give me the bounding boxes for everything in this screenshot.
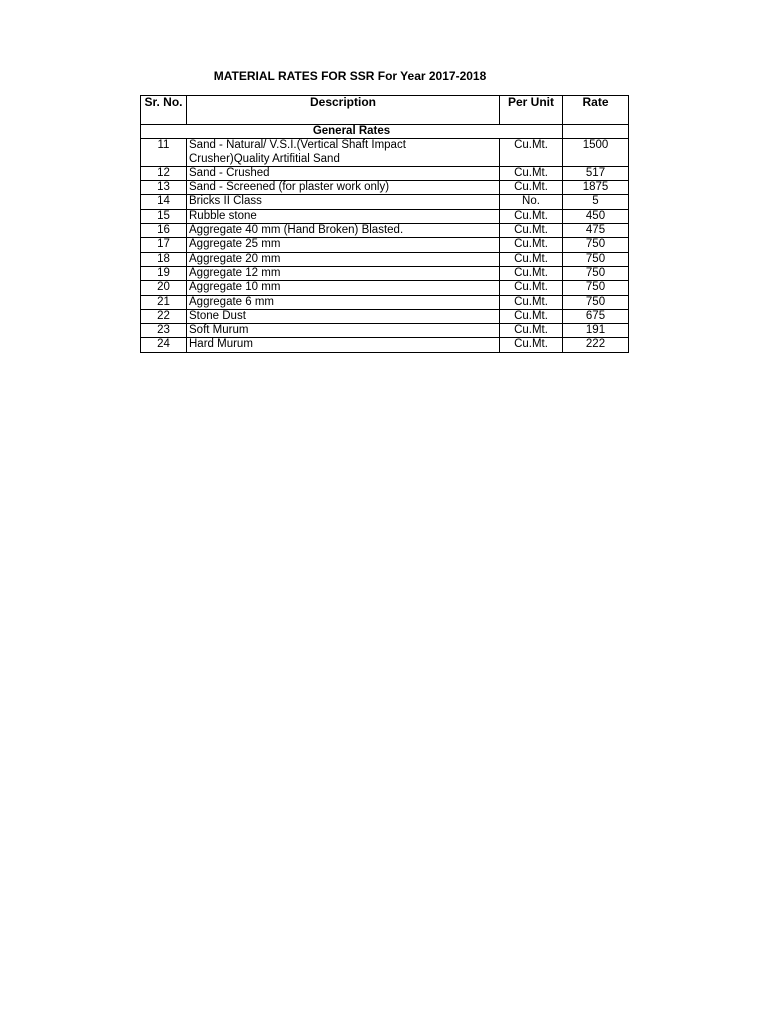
row-per-unit: Cu.Mt. xyxy=(500,252,563,266)
row-rate: 222 xyxy=(563,338,629,352)
page-title: MATERIAL RATES FOR SSR For Year 2017-2018 xyxy=(213,69,487,83)
table-row xyxy=(141,281,629,295)
row-rate: 750 xyxy=(563,238,629,252)
row-sr-no: 20 xyxy=(141,281,187,295)
row-description: Aggregate 10 mm xyxy=(187,281,500,295)
row-rate: 475 xyxy=(563,224,629,238)
row-sr-no: 21 xyxy=(141,295,187,309)
table-row xyxy=(141,139,629,167)
header-sr-no: Sr. No. xyxy=(141,96,187,125)
row-description: Sand - Crushed xyxy=(187,166,500,180)
row-description: Stone Dust xyxy=(187,309,500,323)
row-description: Sand - Screened (for plaster work only) xyxy=(187,181,500,195)
row-description: Bricks II Class xyxy=(187,195,500,209)
table-row xyxy=(141,309,629,323)
row-per-unit: Cu.Mt. xyxy=(500,181,563,195)
table-row xyxy=(141,181,629,195)
row-description xyxy=(187,139,500,167)
section-label: General Rates xyxy=(141,125,563,139)
row-per-unit: Cu.Mt. xyxy=(500,166,563,180)
row-sr-no: 24 xyxy=(141,338,187,352)
row-sr-no: 12 xyxy=(141,166,187,180)
row-description: Hard Murum xyxy=(187,338,500,352)
row-per-unit: Cu.Mt. xyxy=(500,224,563,238)
material-rates-table xyxy=(140,95,629,353)
row-description: Rubble stone xyxy=(187,209,500,223)
row-rate: 750 xyxy=(563,252,629,266)
section-row xyxy=(141,125,629,139)
row-per-unit: Cu.Mt. xyxy=(500,209,563,223)
table-row xyxy=(141,324,629,338)
row-per-unit: Cu.Mt. xyxy=(500,139,563,167)
table-row xyxy=(141,266,629,280)
row-sr-no: 22 xyxy=(141,309,187,323)
row-description-line: Sand - Natural/ V.S.I.(Vertical Shaft Impact xyxy=(189,139,406,152)
table-row xyxy=(141,224,629,238)
row-description: Soft Murum xyxy=(187,324,500,338)
row-per-unit: Cu.Mt. xyxy=(500,266,563,280)
table-row xyxy=(141,295,629,309)
row-description-line: Crusher)Quality Artifitial Sand xyxy=(189,152,340,165)
row-rate: 191 xyxy=(563,324,629,338)
row-rate: 1500 xyxy=(563,139,629,167)
row-rate: 517 xyxy=(563,166,629,180)
row-rate: 450 xyxy=(563,209,629,223)
row-per-unit: Cu.Mt. xyxy=(500,338,563,352)
row-description: Aggregate 40 mm (Hand Broken) Blasted. xyxy=(187,224,500,238)
row-sr-no: 17 xyxy=(141,238,187,252)
row-sr-no: 11 xyxy=(141,139,187,167)
table-row xyxy=(141,195,629,209)
row-per-unit: Cu.Mt. xyxy=(500,281,563,295)
row-description: Aggregate 25 mm xyxy=(187,238,500,252)
table-row xyxy=(141,209,629,223)
row-sr-no: 18 xyxy=(141,252,187,266)
header-rate: Rate xyxy=(563,96,629,125)
header-description: Description xyxy=(187,96,500,125)
row-rate: 750 xyxy=(563,295,629,309)
section-empty-cell xyxy=(563,125,629,139)
row-sr-no: 13 xyxy=(141,181,187,195)
header-per-unit: Per Unit xyxy=(500,96,563,125)
row-sr-no: 16 xyxy=(141,224,187,238)
table-row xyxy=(141,338,629,352)
table-header-row xyxy=(141,96,629,125)
table-row xyxy=(141,238,629,252)
row-rate: 1875 xyxy=(563,181,629,195)
row-per-unit: Cu.Mt. xyxy=(500,238,563,252)
row-rate: 5 xyxy=(563,195,629,209)
row-per-unit: No. xyxy=(500,195,563,209)
row-sr-no: 19 xyxy=(141,266,187,280)
row-sr-no: 15 xyxy=(141,209,187,223)
row-rate: 750 xyxy=(563,266,629,280)
row-description: Aggregate 20 mm xyxy=(187,252,500,266)
row-sr-no: 23 xyxy=(141,324,187,338)
row-rate: 675 xyxy=(563,309,629,323)
row-rate: 750 xyxy=(563,281,629,295)
table-row xyxy=(141,252,629,266)
row-per-unit: Cu.Mt. xyxy=(500,295,563,309)
row-description: Aggregate 6 mm xyxy=(187,295,500,309)
table-row xyxy=(141,166,629,180)
row-per-unit: Cu.Mt. xyxy=(500,324,563,338)
row-per-unit: Cu.Mt. xyxy=(500,309,563,323)
row-sr-no: 14 xyxy=(141,195,187,209)
row-description: Aggregate 12 mm xyxy=(187,266,500,280)
